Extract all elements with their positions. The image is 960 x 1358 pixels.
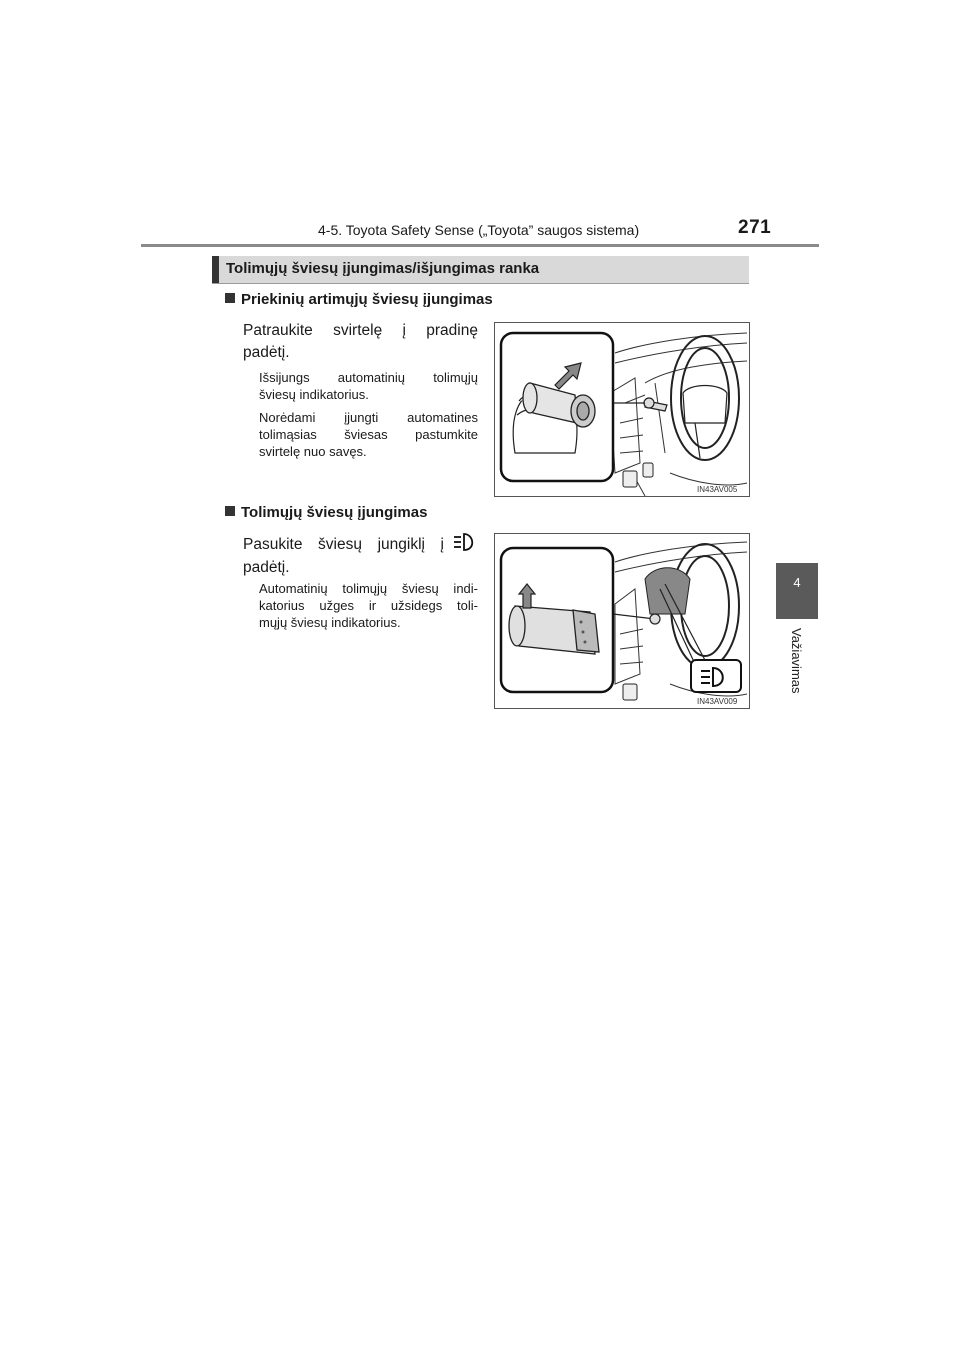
note-high-beam-indicator: Automatinių tolimųjų šviesų indi- katorius užges ir užsidegs toli- mųjų šviesų indikatorius.	[259, 581, 478, 630]
auto-high-beam-icon	[452, 532, 478, 557]
section-marker	[212, 256, 219, 283]
figure-code-1: IN43AV005	[697, 485, 738, 494]
note-indicator-off: Išsijungs automatinių tolimųjų šviesų indikatorius.	[259, 370, 478, 402]
figure-switch-turn	[494, 533, 750, 709]
chapter-number: 4	[793, 575, 801, 590]
instruction-high-beam: Pasukite šviesų jungiklį į padėtį.	[243, 532, 483, 579]
subheading-high-beam: Tolimųjų šviesų įjungimas	[225, 504, 427, 521]
section-underline	[212, 283, 749, 284]
header-rule	[141, 244, 819, 247]
figure-code-2: IN43AV009	[697, 697, 738, 706]
switch-turn-illustration	[495, 534, 749, 708]
chapter-label: Važiavimas	[789, 628, 804, 694]
note-enable-auto: Norėdami įjungti automatines tolimąsias šviesas pastumkite svirtelę nuo savęs.	[259, 410, 478, 459]
bullet-square-icon	[225, 506, 235, 516]
subheading-low-beam: Priekinių artimųjų šviesų įjungimas	[225, 291, 493, 308]
instruction-low-beam: Patraukite svirtelę į pradinę padėtį.	[243, 322, 478, 361]
page-number: 271	[738, 217, 772, 238]
figure-lever-pull	[494, 322, 750, 497]
section-title: Tolimųjų šviesų įjungimas/išjungimas ranka	[226, 260, 540, 277]
lever-pull-illustration	[495, 323, 749, 496]
bullet-square-icon	[225, 293, 235, 303]
chapter-tab	[776, 563, 818, 619]
running-header-title: 4-5. Toyota Safety Sense („Toyota” saugos sistema)	[318, 222, 640, 238]
